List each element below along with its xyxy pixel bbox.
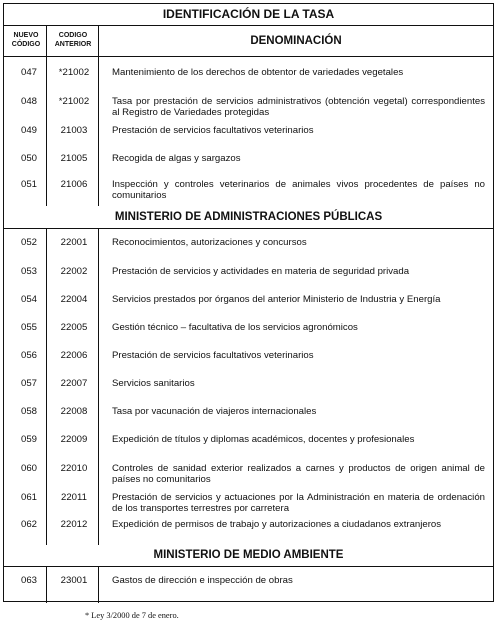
codigo-anterior: 22010 [60,463,88,474]
codigo-anterior: 22011 [61,492,87,503]
nuevo-codigo: 061 [20,492,37,503]
table-title: IDENTIFICACIÓN DE LA TASA [162,7,335,21]
denominacion: Mantenimiento de los derechos de obtentor de variedades vegetales [112,67,404,78]
codigo-anterior: 23001 [60,575,88,586]
column-divider [98,228,99,545]
denominacion: Tasa por prestación de servicios administrativos (obtención vegetal) correspondientes al Registro de Variedades protegidas [112,96,485,118]
col-header-nuevo-codigo: NUEVO CÓDIGO [11,32,41,48]
denominacion: Prestación de servicios facultativos veterinarios [112,125,314,136]
divider [4,566,493,567]
nuevo-codigo: 054 [20,294,37,305]
denominacion: Prestación de servicios y actividades en materia de seguridad privada [112,266,410,277]
nuevo-codigo: 059 [20,434,37,445]
codigo-anterior: 22008 [60,406,88,417]
denominacion: Reconocimientos, autorizaciones y concursos [112,237,307,248]
codigo-anterior: 21006 [60,179,88,190]
codigo-anterior: 21003 [60,125,88,136]
section-heading-medio-ambiente: MINISTERIO DE MEDIO AMBIENTE [153,549,344,561]
codigo-anterior: 21005 [60,153,88,164]
footnote: * Ley 3/2000 de 7 de enero. [85,611,179,620]
divider [4,56,493,57]
nuevo-codigo: 050 [20,153,37,164]
nuevo-codigo: 053 [20,266,37,277]
denominacion: Inspección y controles veterinarios de animales vivos procedentes de países no comunitarios [112,179,485,201]
nuevo-codigo: 063 [20,575,37,586]
nuevo-codigo: 049 [20,125,37,136]
codigo-anterior: *21002 [58,67,90,78]
col-header-denominacion: DENOMINACIÓN [250,35,342,47]
denominacion: Prestación de servicios y actuaciones por la Administración en materia de ordenación de los transportes terrestres por carretera [112,492,485,514]
codigo-anterior: 22006 [60,350,88,361]
column-divider [98,25,99,206]
tasa-table [3,3,494,602]
denominacion: Prestación de servicios facultativos veterinarios [112,350,314,361]
divider [4,25,493,26]
col-header-codigo-anterior: CODIGO ANTERIOR [54,32,92,48]
column-divider [98,566,99,603]
denominacion: Controles de sanidad exterior realizados a carnes y productos de origen animal de países no comunitarios [112,463,485,485]
codigo-anterior: 22012 [60,519,88,530]
codigo-anterior: *21002 [58,96,90,107]
denominacion: Expedición de permisos de trabajo y autorizaciones a ciudadanos extranjeros [112,519,442,530]
nuevo-codigo: 057 [20,378,37,389]
codigo-anterior: 22009 [60,434,88,445]
nuevo-codigo: 056 [20,350,37,361]
nuevo-codigo: 047 [20,67,37,78]
denominacion: Tasa por vacunación de viajeros internacionales [112,406,317,417]
codigo-anterior: 22007 [60,378,88,389]
nuevo-codigo: 062 [20,519,37,530]
divider [4,228,493,229]
codigo-anterior: 22001 [60,237,88,248]
nuevo-codigo: 051 [20,179,37,190]
nuevo-codigo: 055 [20,322,37,333]
denominacion: Gestión técnico – facultativa de los servicios agronómicos [112,322,358,333]
codigo-anterior: 22004 [60,294,88,305]
codigo-anterior: 22002 [60,266,88,277]
nuevo-codigo: 052 [20,237,37,248]
nuevo-codigo: 058 [20,406,37,417]
codigo-anterior: 22005 [60,322,88,333]
denominacion: Expedición de títulos y diplomas académicos, docentes y profesionales [112,434,415,445]
section-heading-administraciones-publicas: MINISTERIO DE ADMINISTRACIONES PÚBLICAS [114,211,383,223]
nuevo-codigo: 060 [20,463,37,474]
denominacion: Gastos de dirección e inspección de obras [112,575,293,586]
denominacion: Recogida de algas y sargazos [112,153,241,164]
denominacion: Servicios prestados por órganos del anterior Ministerio de Industria y Energía [112,294,441,305]
nuevo-codigo: 048 [20,96,37,107]
denominacion: Servicios sanitarios [112,378,195,389]
